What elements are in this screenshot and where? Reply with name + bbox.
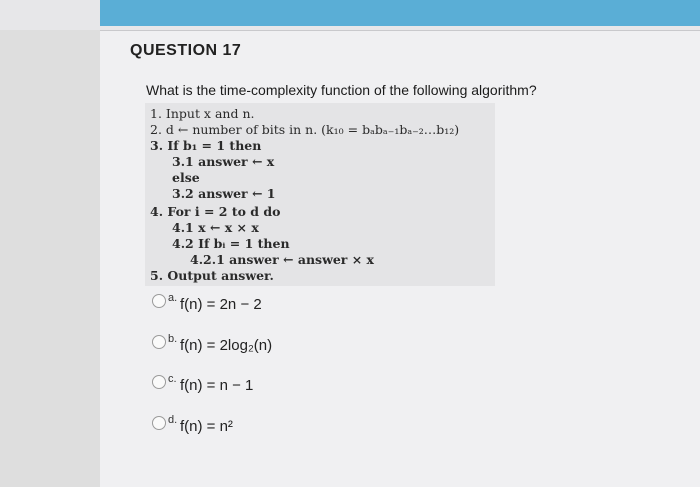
option-b-formula: f(n) = 2log₂(n) — [180, 337, 273, 354]
radio-button-c[interactable] — [152, 375, 166, 389]
radio-button-a[interactable] — [152, 294, 166, 308]
algo-line-4: 4. For i = 2 to d do — [150, 204, 281, 219]
option-b-letter: b. — [168, 333, 178, 345]
algo-line-4-2-1: 4.2.1 answer ← answer × x — [190, 252, 375, 267]
question-title: QUESTION 17 — [130, 42, 242, 59]
algo-line-4-1: 4.1 x ← x × x — [172, 220, 259, 235]
option-c-letter: c. — [168, 373, 177, 385]
divider — [100, 30, 700, 31]
algo-line-else: else — [172, 170, 200, 185]
option-a-letter: a. — [168, 292, 178, 304]
radio-button-b[interactable] — [152, 335, 166, 349]
header-banner — [100, 0, 700, 26]
radio-button-d[interactable] — [152, 416, 166, 430]
algo-line-3-2: 3.2 answer ← 1 — [172, 186, 276, 201]
algo-line-4-2: 4.2 If bᵢ = 1 then — [172, 236, 290, 251]
algo-line-5: 5. Output answer. — [150, 268, 274, 283]
option-c-formula: f(n) = n − 1 — [180, 377, 254, 394]
option-d-letter: d. — [168, 414, 178, 426]
option-a-formula: f(n) = 2n − 2 — [180, 296, 262, 313]
algo-line-3-1: 3.1 answer ← x — [172, 154, 275, 169]
option-d-formula: f(n) = n² — [180, 418, 233, 435]
question-text: What is the time-complexity function of the following algorithm? — [146, 82, 537, 98]
algo-line-2: 2. d ← number of bits in n. (k₁₀ = bₐbₐ₋₁bₐ₋₂…b₁₂) — [150, 122, 460, 137]
algo-line-1: 1. Input x and n. — [150, 106, 255, 121]
algo-line-3: 3. If b₁ = 1 then — [150, 138, 262, 153]
